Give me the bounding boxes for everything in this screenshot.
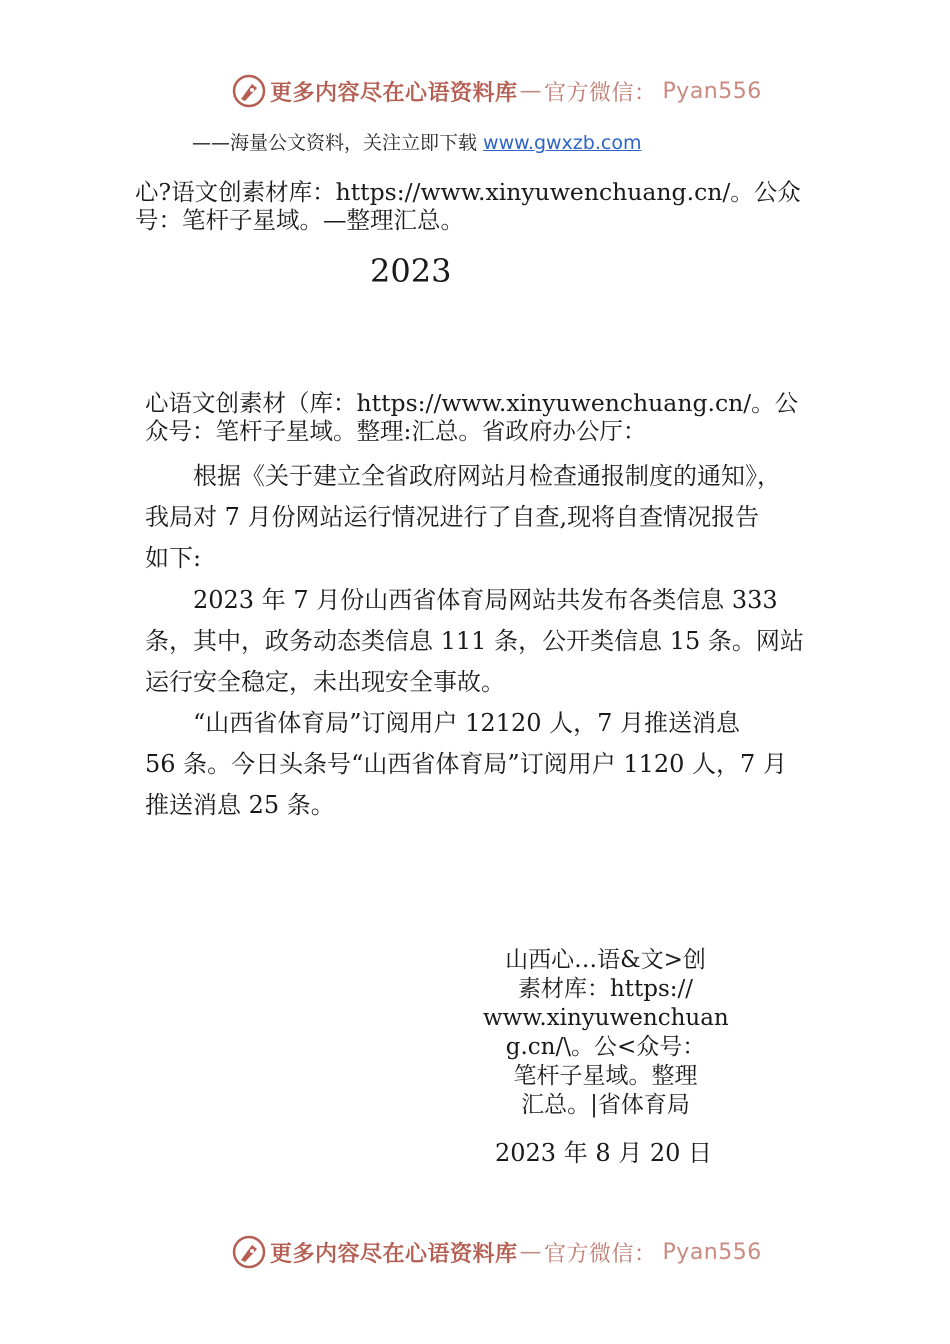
body-line: 我局对 7 月份网站运行情况进行了自查,现将自查情况报告 <box>145 503 760 531</box>
signature-line: 山西心…语&文>创 <box>505 947 706 973</box>
signature-line: 素材库：https:// <box>517 976 694 1002</box>
body-line: 根据《关于建立全省政府网站月检查通报制度的通知》， <box>145 462 781 490</box>
banner-wechat-label: 官方微信： <box>544 80 657 106</box>
signature-line: g.cn/\。公<众号： <box>505 1034 706 1060</box>
pen-nib-logo-icon <box>232 1235 266 1269</box>
body-line: 心语文创素材（库：https://www.xinyuwenchuang.cn/。公 <box>145 389 799 417</box>
download-subline <box>192 128 641 155</box>
signature-line: 笔杆子星域。整理 <box>513 1063 698 1089</box>
signature-block <box>483 946 728 1120</box>
banner-wechat-id: Pyan556 <box>662 78 762 104</box>
body-line: 众号：笔杆子星域。整理:汇总。省政府办公厅： <box>145 417 647 445</box>
banner-main-text: 更多内容尽在心语资料库 <box>270 79 518 106</box>
gwxzb-link[interactable]: www.gwxzb.com <box>483 132 642 154</box>
subline-prefix: ——海量公文资料，关注立即下载 <box>192 132 484 154</box>
banner-wechat-label: 官方微信： <box>544 1241 657 1267</box>
bottom-banner <box>232 1235 762 1269</box>
banner-dash: — <box>519 78 543 104</box>
pen-nib-logo-icon <box>232 74 266 108</box>
body-line: 2023 年 7 月份山西省体育局网站共发布各类信息 333 <box>145 586 778 614</box>
top-banner <box>232 74 762 108</box>
body-line: 56 条。今日头条号“山西省体育局”订阅用户 1120 人，7 月 <box>145 750 787 778</box>
header-line-2: 号：笔杆子星域。—整理汇总。 <box>135 206 464 234</box>
body-line: 条，其中，政务动态类信息 111 条，公开类信息 15 条。网站 <box>145 627 804 655</box>
body-line: 如下: <box>145 544 202 572</box>
signature-line: www.xinyuwenchuan <box>483 1005 729 1031</box>
banner-dash: — <box>519 1239 543 1265</box>
year-heading: 2023 <box>370 252 452 290</box>
signature-line: 汇总。|省体育局 <box>521 1092 690 1118</box>
banner-wechat-id: Pyan556 <box>662 1239 762 1265</box>
banner-main-text: 更多内容尽在心语资料库 <box>270 1240 518 1267</box>
header-line-1: 心?语文创素材库：https://www.xinyuwenchuang.cn/。公众 <box>135 178 801 206</box>
document-date: 2023 年 8 月 20 日 <box>495 1139 713 1167</box>
body-line: 推送消息 25 条。 <box>145 791 335 819</box>
body-line: 运行安全稳定，未出现安全事故。 <box>145 668 505 696</box>
body-line: “山西省体育局”订阅用户 12120 人，7 月推送消息 <box>145 709 741 737</box>
